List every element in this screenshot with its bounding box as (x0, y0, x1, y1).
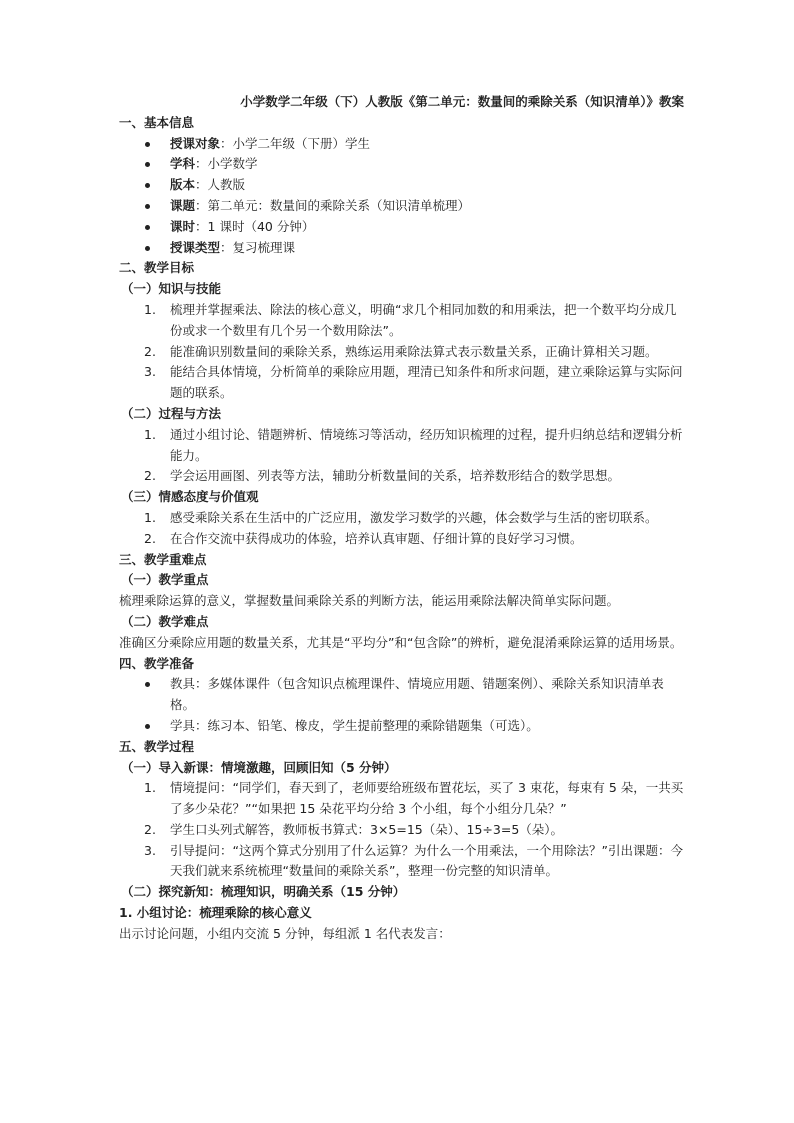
bullet-icon (145, 246, 150, 251)
item-text: 在合作交流中获得成功的体验，培养认真审题、仔细计算的良好学习习惯。 (170, 530, 583, 546)
step-heading: 1. 小组讨论：梳理乘除的核心意义 (119, 905, 312, 921)
subsection-heading: （一）知识与技能 (121, 281, 222, 297)
paragraph: 梳理乘除运算的意义，掌握数量间乘除关系的判断方法，能运用乘除法解决简单实际问题。 (119, 593, 620, 609)
section-heading-basic-info: 一、基本信息 (119, 114, 195, 130)
subsection-heading: （一）导入新课：情境激趣，回顾旧知（5 分钟） (121, 759, 397, 775)
info-value: 复习梳理课 (232, 239, 296, 255)
bullet-icon (145, 682, 150, 687)
list-item (119, 466, 684, 487)
list-item (119, 217, 684, 238)
info-separator: ： (220, 135, 233, 151)
item-text: 引导提问：“这两个算式分别用了什么运算？为什么一个用乘法，一个用除法？”引出课题：今天我们就来系统梳理“数量间的乘除关系”，整理一份完整的知识清单。 (170, 842, 683, 879)
item-text: 能准确识别数量间的乘除关系，熟练运用乘除法算式表示数量关系，正确计算相关习题。 (170, 343, 658, 359)
list-item (119, 425, 684, 467)
list-item (119, 238, 684, 259)
basic-info-list (119, 134, 684, 259)
info-separator: ： (195, 177, 208, 193)
list-item (119, 778, 684, 820)
info-key: 授课对象 (170, 135, 221, 151)
subsection-heading: （二）教学难点 (121, 613, 209, 629)
item-text: 感受乘除关系在生活中的广泛应用，激发学习数学的兴趣，体会数学与生活的密切联系。 (170, 509, 658, 525)
item-number: 3. (144, 364, 156, 380)
bullet-icon (145, 724, 150, 729)
bullet-icon (145, 142, 150, 147)
list-item (119, 154, 684, 175)
bullet-icon (145, 183, 150, 188)
item-number: 2. (144, 821, 156, 837)
item-number: 1. (144, 426, 156, 442)
item-number: 1. (144, 780, 156, 796)
info-value: 人教版 (207, 177, 246, 193)
list-item (119, 342, 684, 363)
info-separator: ： (195, 218, 208, 234)
item-text: 通过小组讨论、错题辨析、情境练习等活动，经历知识梳理的过程，提升归纳总结和逻辑分析能力。 (170, 426, 683, 463)
section-heading-objectives: 二、教学目标 (119, 260, 195, 276)
info-separator: ： (195, 156, 208, 172)
item-text: 情境提问：“同学们，春天到了，老师要给班级布置花坛，买了 3 束花，每束有 5 朵，一共买了多少朵花？”“如果把 15 朵花平均分给 3 个小组，每个小组分几朵？” (170, 780, 684, 817)
info-key: 版本 (170, 177, 196, 193)
info-key: 学科 (170, 156, 196, 172)
preparation-list (119, 674, 684, 736)
subsection-heading: （三）情感态度与价值观 (121, 489, 259, 505)
list-item (119, 196, 684, 217)
bullet-icon (145, 162, 150, 167)
item-number: 1. (144, 301, 156, 317)
item-number: 2. (144, 343, 156, 359)
bullet-icon (145, 225, 150, 230)
subsection-heading: （二）过程与方法 (121, 405, 222, 421)
subsection-heading: （一）教学重点 (121, 572, 209, 588)
info-key: 课题 (170, 197, 196, 213)
list-item (119, 820, 684, 841)
bullet-icon (145, 204, 150, 209)
info-key: 授课类型 (170, 239, 221, 255)
list-item (119, 508, 684, 529)
info-value: 第二单元：数量间的乘除关系（知识清单梳理） (207, 197, 471, 213)
list-item (119, 175, 684, 196)
document-page (119, 92, 684, 945)
item-text: 学具：练习本、铅笔、橡皮，学生提前整理的乘除错题集（可选）。 (170, 717, 539, 733)
numbered-list (119, 425, 684, 487)
subsection-heading: （二）探究新知：梳理知识，明确关系（15 分钟） (121, 884, 406, 900)
numbered-list (119, 778, 684, 882)
item-number: 2. (144, 468, 156, 484)
info-separator: ： (195, 197, 208, 213)
numbered-list (119, 300, 684, 404)
list-item (119, 300, 684, 342)
paragraph: 出示讨论问题，小组内交流 5 分钟，每组派 1 名代表发言： (119, 925, 451, 941)
info-value: 1 课时（40 分钟） (207, 218, 315, 234)
item-number: 2. (144, 530, 156, 546)
section-heading-preparation: 四、教学准备 (119, 655, 195, 671)
list-item (119, 841, 684, 883)
item-text: 梳理并掌握乘法、除法的核心意义，明确“求几个相同加数的和用乘法，把一个数平均分成几份或求一个数里有几个另一个数用除法”。 (170, 301, 677, 338)
item-text: 教具：多媒体课件（包含知识点梳理课件、情境应用题、错题案例）、乘除关系知识清单表格。 (170, 676, 664, 713)
section-heading-key-points: 三、教学重难点 (119, 551, 207, 567)
list-item (119, 529, 684, 550)
document-title: 小学数学二年级（下）人教版《第二单元：数量间的乘除关系（知识清单）》教案 (240, 94, 684, 109)
list-item (119, 716, 684, 737)
item-text: 能结合具体情境，分析简单的乘除应用题，理清已知条件和所求问题，建立乘除运算与实际问题的联系。 (170, 364, 683, 401)
list-item (119, 134, 684, 155)
numbered-list (119, 508, 684, 550)
section-heading-process: 五、教学过程 (119, 738, 195, 754)
item-text: 学生口头列式解答，教师板书算式：3×5=15（朵）、15÷3=5（朵）。 (170, 821, 564, 837)
list-item (119, 674, 684, 716)
list-item (119, 362, 684, 404)
item-text: 学会运用画图、列表等方法，辅助分析数量间的关系，培养数形结合的数学思想。 (170, 468, 621, 484)
item-number: 3. (144, 842, 156, 858)
item-number: 1. (144, 509, 156, 525)
info-value: 小学数学 (207, 156, 258, 172)
info-key: 课时 (170, 218, 196, 234)
info-separator: ： (220, 239, 233, 255)
info-value: 小学二年级（下册）学生 (232, 135, 371, 151)
paragraph: 准确区分乘除应用题的数量关系，尤其是“平均分”和“包含除”的辨析，避免混淆乘除运算的适用场景。 (119, 634, 683, 650)
